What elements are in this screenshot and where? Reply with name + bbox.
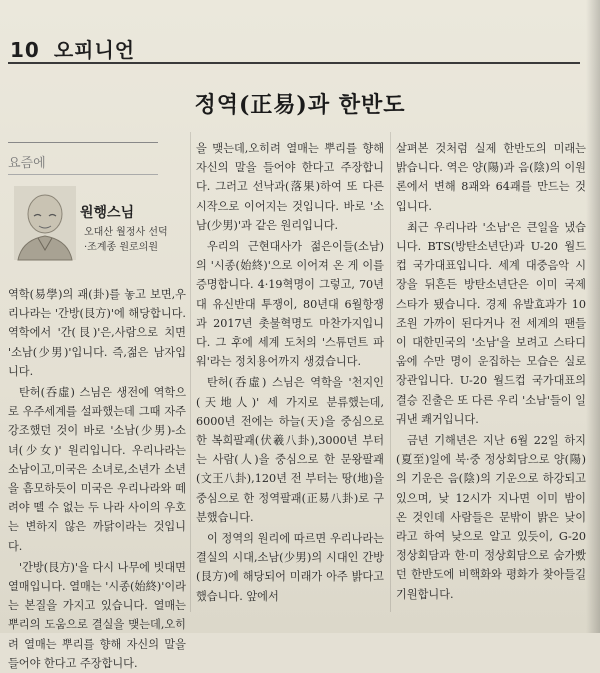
paragraph: 최근 우리나라 '소남'은 큰일을 냈습니다. BTS(방탄소년단)과 U-20 월드컵 국가대표입니다. 세계 대중음악 시장을 뒤흔든 방탄소년단은 이미 국제 스타가 됐습니다. 경제 유발효과가 10조원 가까이 된다거나 전 세계의 팬들이 대한민국의 '소남'을 보려고 스타디움에 수만 명이 운집하는 모습은 실로 장관입니다. U-20 월드컵 국가대표의 결승 진출은 또 다른 우리 '소남'들이 일궈낸 쾌거입니다. xyxy=(396,220,586,426)
column-divider xyxy=(190,132,191,612)
author-role-line-2: ·조계종 원로의원 xyxy=(84,242,158,253)
author-role-line-1: 오대산 월정사 선덕 xyxy=(84,227,168,238)
paragraph: 우리의 근현대사가 젊은이들(소남)의 '시종(始終)'으로 이어져 온 게 이를 증명합니다. 4·19혁명이 그렇고, 70년대 유신반대 투쟁이, 80년대 6월항쟁과 2017년 촛불혁명도 마찬가지입니다. 그 후에 세계 도처의 '스튜던트 파워'라는 정치용어까지 생겼습니다. xyxy=(196,240,384,369)
article-column-2 xyxy=(196,139,384,615)
article-headline: 정역(正易)과 한반도 xyxy=(194,92,406,118)
paragraph: 이 정역의 원리에 따르면 우리나라는 결실의 시대,소남(少男)의 시대인 간방(艮方)에 해당되어 미래가 아주 밝다고 했습니다. 앞에서 xyxy=(196,532,384,603)
paragraph: 금년 기해년은 지난 6월 22일 하지(夏至)일에 북·중 정상회담으로 양(陽)의 기운은 음(陰)의 기운으로 하강되고 있으며, 낮 12시가 지나면 이미 밤이 온 것인데 사람들은 문밖이 밝은 낮이라고 하여 낮으로 알고 있듯이, G-20 정상회담과 한·미 정상회담으로 숨가빴던 한반도에 비핵화와 평화가 찾아들길 기원합니다. xyxy=(396,434,586,601)
page-header xyxy=(10,34,135,63)
paragraph: '간방(艮方)'을 다시 나무에 빗대면 열매입니다. 열매는 '시종(始終)'이라는 본질을 가지고 있습니다. 열매는 뿌리의 도움으로 결실을 맺는데,오히려 열매는 뿌리를 향해 자신의 말을 들어야 한다고 주장합니다. xyxy=(8,560,186,670)
article-column-3 xyxy=(396,139,586,615)
paragraph: 역학(易學)의 괘(卦)를 놓고 보면,우리나라는 '간방(艮方)'에 해당합니다. 역학에서 '간(艮)'은,사람으로 치면 '소남(少男)'입니다. 즉,젊은 남자입니다. xyxy=(8,288,186,378)
paragraph: 탄허(呑虛) 스님은 역학을 '천지인(天地人)' 세 가지로 분류했는데, 6000년 전에는 하늘(天)을 중심으로 한 복희팔괘(伏羲八卦),3000년 부터는 사람(人)을 중심으로 한 문왕팔괘(文王八卦),120년 전 부터는 땅(地)을 중심으로 한 정역팔괘(正易八卦)로 구분했습니다. xyxy=(196,376,384,524)
header-rule xyxy=(8,62,580,64)
page-number: 10 xyxy=(10,38,40,62)
column-label: 요즘에 xyxy=(8,156,46,171)
paragraph: 탄허(呑虛) 스님은 생전에 역학으로 우주세계를 설파했는데 그때 자주 강조했던 것이 바로 '소남(少男)-소녀(少女)' 원리입니다. 우리나라는 소남이고,미국은 소녀로,소년가 소년을 흠모하듯이 미국은 우리나라와 떼려야 뗄 수 없는 두 나라 사이의 우호는 변하지 않은 까닭이라는 것입니다. xyxy=(8,386,186,553)
author-role xyxy=(84,225,168,255)
paragraph: 을 맺는데,오히려 열매는 뿌리를 향해 자신의 말을 들어야 한다고 주장합니다. 그러고 선낙과(落果)하여 또 다른 시작으로 이어지는 것입니다. 바로 '소남(少男)'과 같은 원리입니다. xyxy=(196,142,384,232)
author-name: 원행스님 xyxy=(80,205,135,221)
author-portrait xyxy=(14,186,76,260)
section-name: 오피니언 xyxy=(53,38,136,62)
column-label-rule xyxy=(8,142,158,143)
article-column-1 xyxy=(8,285,186,670)
column-divider xyxy=(390,132,391,612)
paragraph: 살펴본 것처럼 실제 한반도의 미래는 밝습니다. 역은 양(陽)과 음(陰)의 이원론에서 변해 8괘와 64괘를 만드는 것입니다. xyxy=(396,142,586,213)
column-label-rule-bottom xyxy=(8,174,158,175)
